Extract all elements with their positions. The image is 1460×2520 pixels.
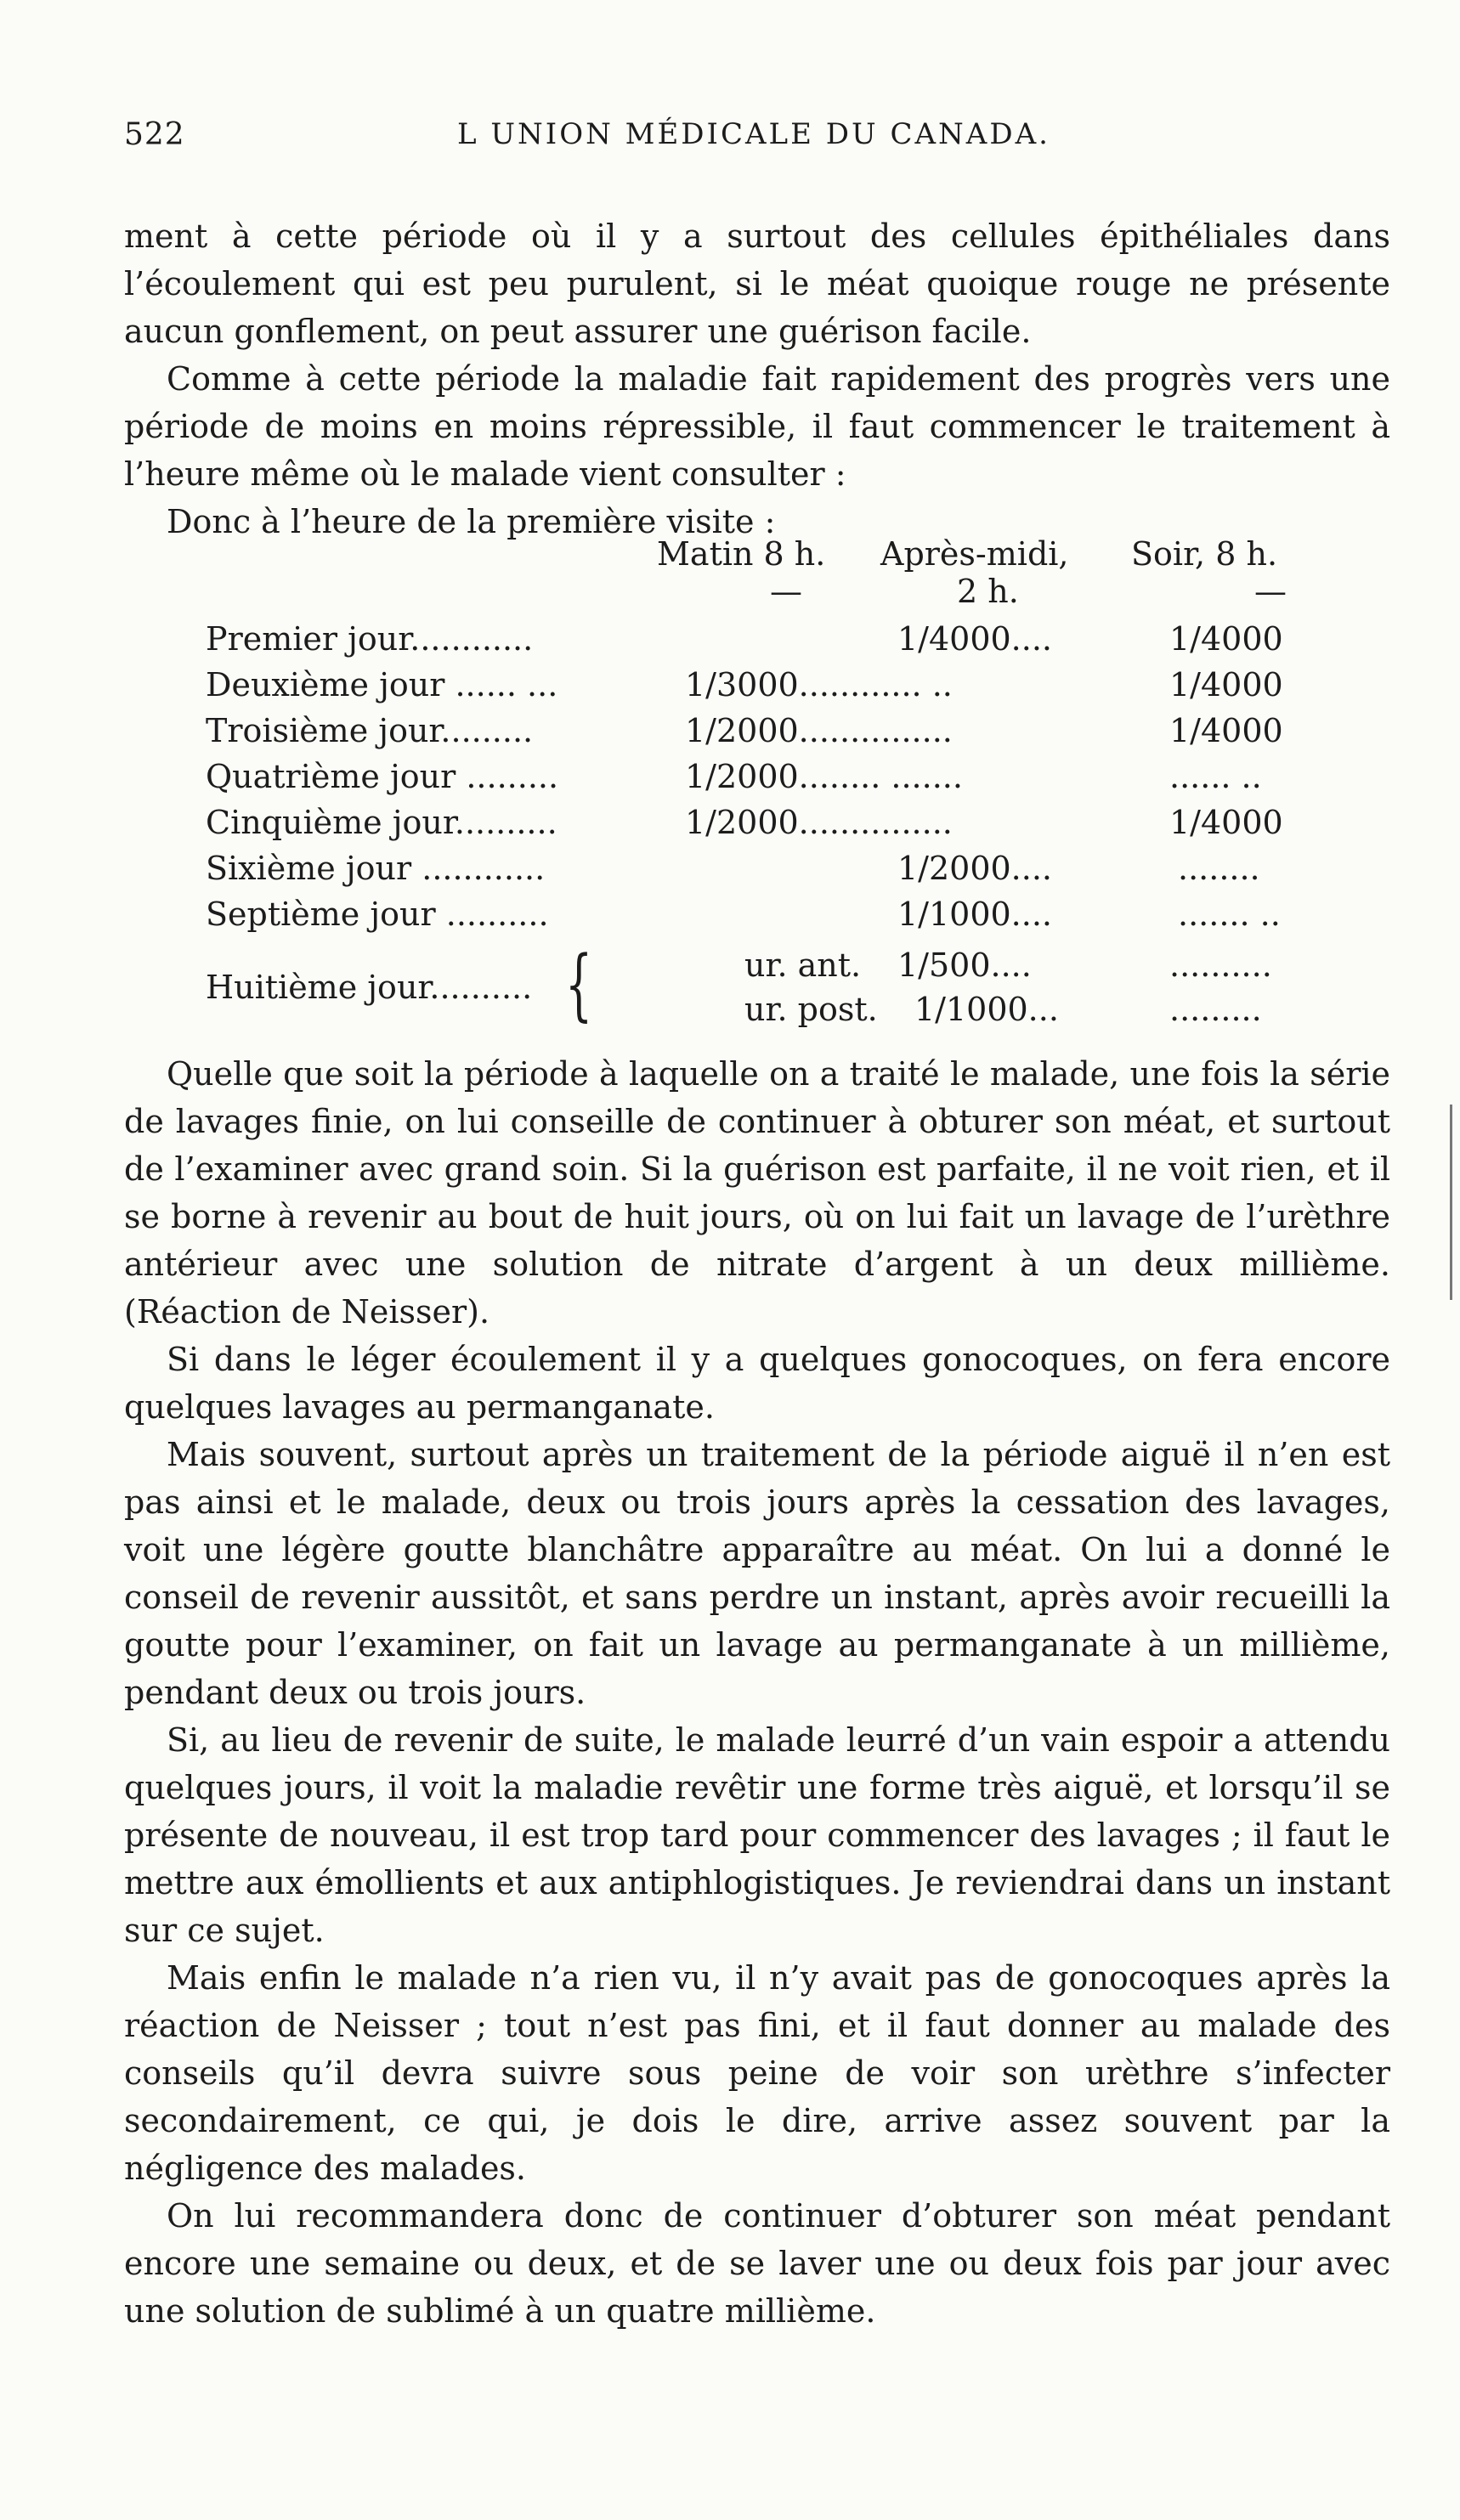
intro-text [124,212,1390,545]
row-day: Huitième jour.......... [206,969,533,1006]
row-evening: ....... .. [1178,896,1281,933]
header-morning: Matin 8 h. [657,535,826,573]
row-day: Quatrième jour ......... [206,758,559,795]
paragraph: Mais enfin le malade n’a rien vu, il n’y avait pas de gonocoques après la réaction de Neisser ; tout n’est pas fini, et il faut donner au malade des conseils qu’il devra suivre sous peine de voir son urèthre s’infecter secondairement, ce qui, je dois le dire, arrive assez souvent par la négligence des malades. [124,1959,1390,2187]
paragraph: Si dans le léger écoulement il y a quelques gonocoques, on fera encore quelques lavages au permanganate. [124,1341,1390,1426]
row-day: Troisième jour......... [206,712,534,749]
row-morning: 1/2000............... [685,712,953,749]
paragraph: Mais souvent, surtout après un traitement de la période aiguë il n’en est pas ainsi et le malade, deux ou trois jours après la cessation des lavages, voit une légère goutte blanchâtre apparaître au méat. On lui a donné le conseil de revenir aussitôt, et sans perdre un instant, après avoir recueilli la goutte pour l’examiner, on fait un lavage au permanganate à un millième, pendant deux ou trois jours. [124,1436,1390,1711]
row-afternoon: 1/500.... [897,946,1032,984]
header-dash-evening: — [1254,573,1287,610]
row-evening: 1/4000 [1169,620,1283,658]
body-text [124,1050,1390,2335]
paragraph: On lui recommandera donc de continuer d’obturer son méat pendant encore une semaine ou deux, et de se laver une ou deux fois par jour avec une solution de sublimé à un quatre millième. [124,2197,1390,2330]
row-evening: .......... [1169,946,1272,984]
scan-margin-mark [1450,1105,1452,1300]
row-label: ur. post. [744,991,878,1028]
paragraph: Comme à cette période la maladie fait rapidement des progrès vers une période de moins en moins répressible, il faut commencer le traitement à l’heure même où le malade vient consulter : [124,360,1390,493]
row-day: Sixième jour ............ [206,850,546,887]
running-title: L UNION MÉDICALE DU CANADA. [457,117,1050,151]
row-day: Deuxième jour ...... ... [206,666,558,703]
row-afternoon: 1/1000... [914,991,1059,1028]
treatment-schedule-table [124,535,1390,1037]
page-number: 522 [124,117,185,152]
row-afternoon: 1/1000.... [897,896,1053,933]
paragraph: Si, au lieu de revenir de suite, le malade leurré d’un vain espoir a attendu quelques jours, il voit la maladie revêtir une forme très aiguë, et lorsqu’il se présente de nouveau, il est trop tard pour commencer des lavages ; il faut le mettre aux émollients et aux antiphlogistiques. Je reviendrai dans un instant sur ce sujet. [124,1721,1390,1949]
row-afternoon: 1/2000.... [897,850,1053,887]
row-day: Premier jour............ [206,620,534,658]
row-morning: 1/2000............... [685,804,953,841]
running-header [124,117,1067,168]
paragraph: Quelle que soit la période à laquelle on a traité le malade, une fois la série de lavages finie, on lui conseille de continuer à obturer son méat, et surtout de l’examiner avec grand soin. Si la guérison est parfaite, il ne voit rien, et il se borne à revenir au bout de huit jours, où on lui fait un lavage de l’urèthre antérieur avec une solution de nitrate d’argent à un deux millième. (Réaction de Neisser). [124,1055,1390,1331]
header-dash-morning: — [770,573,802,610]
row-evening: 1/4000 [1169,712,1283,749]
header-afternoon: Après-midi, [880,535,1069,573]
brace-symbol: { [565,939,593,1030]
row-afternoon: 1/4000.... [897,620,1053,658]
row-evening: ......... [1169,991,1262,1028]
row-evening: ...... .. [1169,758,1262,795]
paragraph: Donc à l’heure de la première visite : [167,503,776,540]
paragraph: ment à cette période où il y a surtout des cellules épithéliales dans l’écoulement qui est peu purulent, si le méat quoique rouge ne présente aucun gonflement, on peut assurer une guérison facile. [124,218,1390,350]
row-evening: ........ [1178,850,1260,887]
row-evening: 1/4000 [1169,666,1283,703]
row-evening: 1/4000 [1169,804,1283,841]
header-afternoon-hour: 2 h. [957,573,1019,610]
row-day: Septième jour .......... [206,896,549,933]
row-day: Cinquième jour.......... [206,804,557,841]
row-label: ur. ant. [744,946,862,984]
row-morning: 1/3000............ .. [685,666,953,703]
row-morning: 1/2000........ ....... [685,758,963,795]
header-evening: Soir, 8 h. [1131,535,1278,573]
